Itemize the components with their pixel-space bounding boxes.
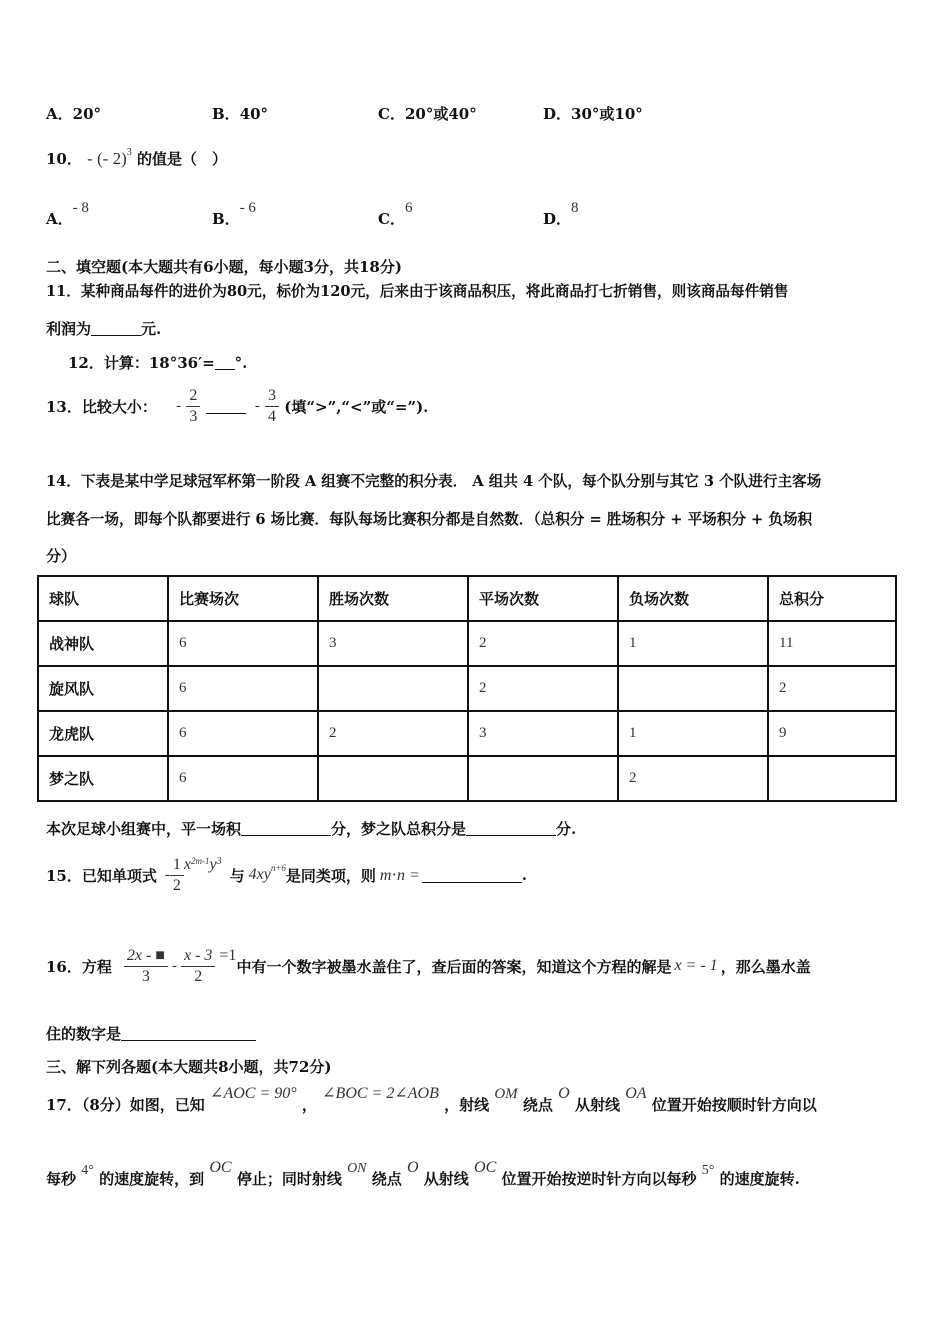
q14-line1: 14．下表是某中学足球冠军杯第一阶段 A 组赛不完整的积分表． A 组共 4 个队，每个队分别与其它 3 个队进行主客场 (46, 473, 822, 490)
table-cell: 2 (318, 711, 468, 756)
team-name-cell: 龙虎队 (38, 711, 168, 756)
q12: 12．计算：18°36′= °. (68, 354, 248, 372)
q17-line2: 每秒 4° 的速度旋转，到 OC 停止；同时射线 ON 绕点 O 从射线 OC 位置开始按逆时针方向以每秒 5° 的速度旋转. (46, 1159, 800, 1188)
section-3-title: 三、解下列各题(本大题共8小题，共72分) (46, 1058, 332, 1076)
table-cell (768, 756, 896, 801)
table-cell: 2 (468, 666, 618, 711)
table-header-cell: 负场次数 (618, 576, 768, 621)
table-cell (318, 666, 468, 711)
table-cell (318, 756, 468, 801)
table-header-row (38, 576, 896, 621)
table-cell: 1 (618, 621, 768, 666)
q13: 13．比较大小： - $\frac{2}{3}$ - $\frac{3}{4}$ (填“>”,“<”或“=”). (46, 387, 429, 425)
q10-option-b: B．- 6 (212, 200, 256, 228)
table-cell: 1 (618, 711, 768, 756)
q17-line1: 17．（8分）如图，已知 ∠AOC = 90° ， ∠BOC = 2∠AOB ，射线 OM 绕点 O 从射线 OA 位置开始按顺时针方向以 (46, 1085, 817, 1114)
section-2-title: 二、填空题(本大题共有6小题，每小题3分，共18分) (46, 258, 402, 276)
table-row (38, 711, 896, 756)
table-cell: 2 (618, 756, 768, 801)
table-header-cell: 平场次数 (468, 576, 618, 621)
table-cell: 6 (168, 666, 318, 711)
q11-line2: 利润为 元. (46, 320, 162, 338)
table-cell: 2 (768, 666, 896, 711)
q10-option-a: A．- 8 (46, 200, 89, 228)
q16: 16．方程 $\frac{2x - ■}{3}$ - $\frac{x - 3}{2}$ =1 中有一个数字被墨水盖住了，查后面的答案，知道这个方程的解是 x = - 1 ，那么墨水盖 (46, 946, 811, 985)
table-cell (618, 666, 768, 711)
table-cell: 6 (168, 756, 318, 801)
q10-stem: 10． - (- 2)$^3$ 的值是（ ） (46, 147, 228, 168)
score-table (37, 575, 897, 802)
q15-fraction: $\frac{1}{2}$ (170, 855, 184, 896)
q14-line2: 比赛各一场，即每个队都要进行 6 场比赛．每队每场比赛积分都是自然数．（总积分 = 胜场积分 + 平场积分 + 负场积 (46, 511, 813, 528)
table-cell: 9 (768, 711, 896, 756)
q10-expression: - (- 2)$^3$ (87, 147, 132, 168)
q15: 15．已知单项式 - $\frac{1}{2}$ $x^{2m-1}y^3$ 与 $4xy^{n+6}$ 是同类项，则 m⋅n = . (46, 855, 527, 894)
q10-option-d: D．8 (543, 200, 579, 228)
table-header-cell: 总积分 (768, 576, 896, 621)
q10-option-c: C．6 (378, 200, 413, 228)
table-header-cell: 球队 (38, 576, 168, 621)
table-row (38, 756, 896, 801)
table-cell: 6 (168, 621, 318, 666)
team-name-cell: 旋风队 (38, 666, 168, 711)
q11-line1: 11．某种商品每件的进价为80元，标价为120元，后来由于该商品积压，将此商品打七折销售，则该商品每件销售 (46, 283, 789, 300)
q16-fraction-2: $\frac{x - 3}{2}$ (181, 946, 215, 987)
table-cell: 3 (468, 711, 618, 756)
table-header-cell: 胜场次数 (318, 576, 468, 621)
table-header-cell: 比赛场次 (168, 576, 318, 621)
table-cell: 3 (318, 621, 468, 666)
table-row (38, 621, 896, 666)
q14-line3: 分） (46, 547, 77, 565)
q9-option-b: B．40° (212, 105, 269, 123)
q9-option-c: C．20°或40° (378, 105, 477, 123)
table-cell: 2 (468, 621, 618, 666)
table-cell: 6 (168, 711, 318, 756)
table-cell (468, 756, 618, 801)
table-row (38, 666, 896, 711)
q16-line2: 住的数字是 (46, 1023, 256, 1044)
q9-option-d: D．30°或10° (543, 105, 643, 123)
q13-fraction-1: $\frac{2}{3}$ (186, 386, 200, 427)
q9-option-a: A．20° (46, 105, 102, 123)
q16-fraction-1: $\frac{2x - ■}{3}$ (124, 946, 168, 987)
team-name-cell: 战神队 (38, 621, 168, 666)
q13-fraction-2: $\frac{3}{4}$ (265, 386, 279, 427)
table-cell: 11 (768, 621, 896, 666)
team-name-cell: 梦之队 (38, 756, 168, 801)
q14-after-table: 本次足球小组赛中，平一场积 分，梦之队总积分是 分. (46, 820, 577, 838)
